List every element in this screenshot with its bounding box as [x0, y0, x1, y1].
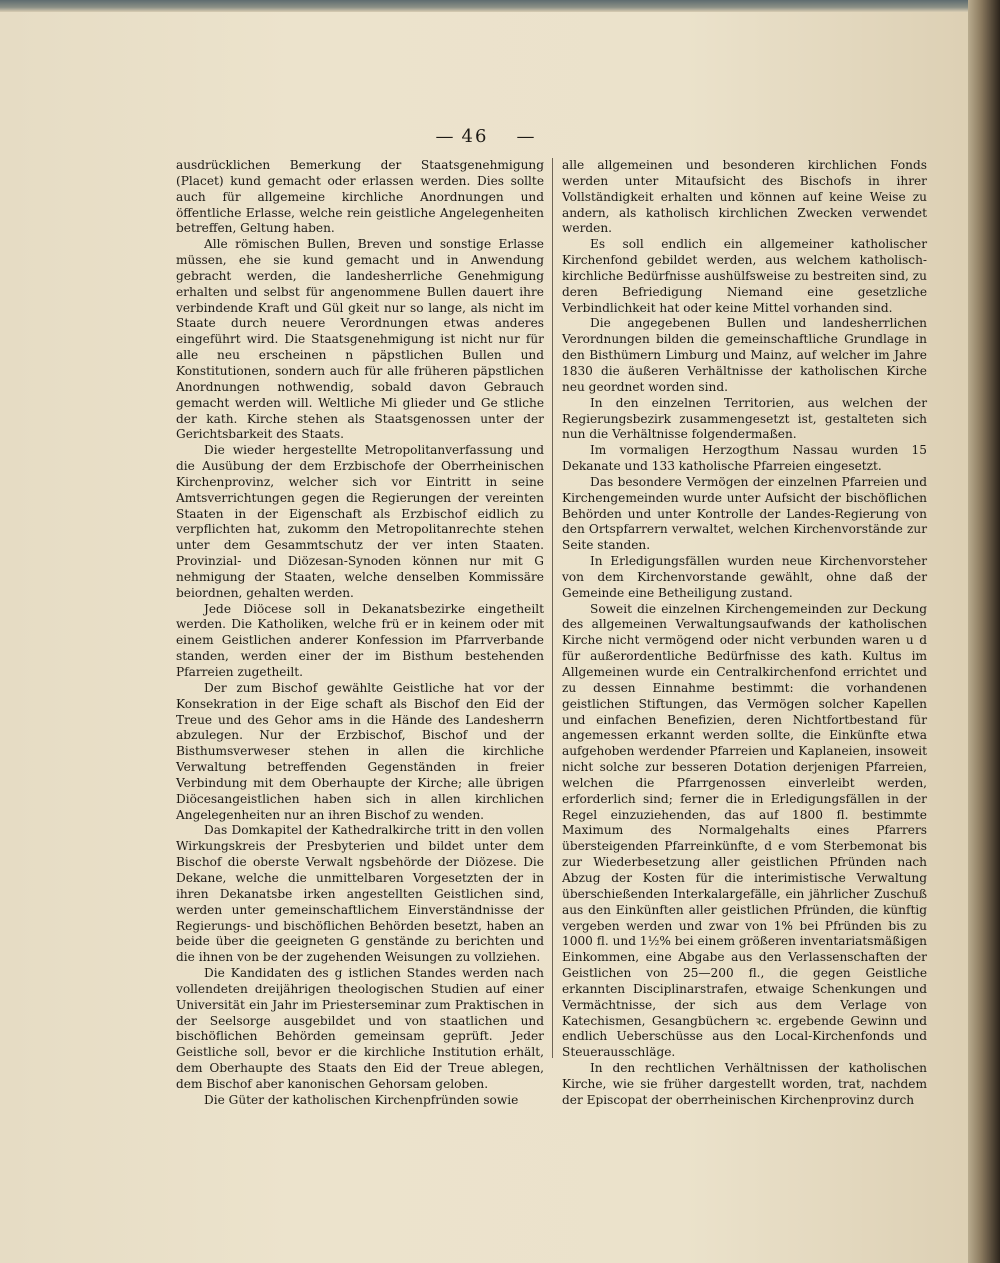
paragraph: Es soll endlich ein allgemeiner katholischer Kirchenfond gebildet werden, aus welchem katholisch-kirchliche Bedürfnisse aushülfsweise zu bestreiten sind, zu deren Befriedigung Niemand eine gesetzliche Verbindlichkeit hat oder keine Mittel vorhanden sind. — [562, 237, 927, 315]
column-divider — [552, 158, 553, 1058]
paragraph: Jede Diöcese soll in Dekanatsbezirke eingetheilt werden. Die Katholiken, welche frü er in keinem oder mit einem Geistlichen anderer Konfession im Pfarrverbande standen, werden einer der im Bisthum bestehenden Pfarreien zugetheilt. — [176, 601, 544, 679]
paragraph: In den rechtlichen Verhältnissen der katholischen Kirche, wie sie früher dargestellt worden, trat, nachdem der Episcopat der oberrheinischen Kirchenprovinz durch — [562, 1061, 927, 1107]
paragraph: Der zum Bischof gewählte Geistliche hat vor der Konsekration in der Eige schaft als Bischof den Eid der Treue und des Gehor ams in die Hände des Landesherrn abzulegen. Nur der Erzbischof, Bischof und der Bisthumsverweser stehen in allen die kirchliche Verwaltung betreffenden Gegenständen in freier Verbindung mit dem Oberhaupte der Kirche; alle übrigen Diöcesangeistlichen haben sich in allen kirchlichen Angelegenheiten nur an ihren Bischof zu wenden. — [176, 680, 544, 822]
book-edge — [968, 0, 1000, 1263]
paragraph: Die Kandidaten des g istlichen Standes werden nach vollendeten dreijährigen theologischen Studien auf einer Universität ein Jahr im Priesterseminar zum Praktischen in der Seelsorge ausgebildet und von staatlichen und bischöflichen Behörden gemeinsam geprüft. Jeder Geistliche soll, bevor er die kirchliche Institution erhält, dem Oberhaupte des Staats den Eid der Treue ablegen, dem Bischof aber kanonischen Gehorsam geloben. — [176, 966, 544, 1091]
dash-right: — — [516, 126, 537, 147]
paragraph: alle allgemeinen und besonderen kirchlichen Fonds werden unter Mitaufsicht des Bischofs in ihrer Vollständigkeit erhalten und können auf keine Weise zu andern, als katholisch kirchlichen Zwecken verwendet werden. — [562, 158, 927, 236]
paragraph: Alle römischen Bullen, Breven und sonstige Erlasse müssen, ehe sie kund gemacht und in Anwendung gebracht werden, die landesherrliche Genehmigung erhalten und selbst für angenommene Bullen dauert ihre verbindende Kraft und Gül gkeit nur so lange, als nicht im Staate durch neuere Verordnungen etwas anderes eingeführt wird. Die Staatsgenehmigung ist nicht nur für alle neu erscheinen n päpstlichen Bullen und Konstitutionen, sondern auch für alle früheren päpstlichen Anordnungen nothwendig, sobald davon Gebrauch gemacht werden will. Weltliche Mi glieder und Ge stliche der kath. Kirche stehen als Staatsgenossen unter der Gerichtsbarkeit des Staats. — [176, 237, 544, 442]
paragraph: Soweit die einzelnen Kirchengemeinden zur Deckung des allgemeinen Verwaltungsaufwands der katholischen Kirche nicht vermögend oder nicht verbunden waren u d für außerordentliche Bedürfnisse des kath. Kultus im Allgemeinen wurde ein Centralkirchenfond errichtet und zu dessen Einnahme bestimmt: die vorhandenen geistlichen Stiftungen, das Vermögen solcher Kapellen und einfachen Benefizien, deren Nichtfortbestand für angemessen erkannt werden sollte, die Einkünfte etwa aufgehoben werdender Pfarreien und Kaplaneien, insoweit nicht solche zur besseren Dotation derjenigen Pfarreien, welchen die Pfarrgenossen einverleibt werden, erforderlich sind; ferner die in Erledigungsfällen in der Regel einzuziehenden, das auf 1800 fl. bestimmte Maximum des Normalgehalts eines Pfarrers übersteigenden Pfarreinkünfte, d e vom Sterbemonat bis zur Wiederbesetzung aller geistlichen Pfründen nach Abzug der Kosten für die interimistische Verwaltung überschießenden Interkalargefälle, ein jährlicher Zuschuß aus den Einkünften aller geistlichen Pfründen, die künftig vergeben werden und zwar von 1% bei Pfründen bis zu 1000 fl. und 1½% bei einem größeren inventariatsmäßigen Einkommen, eine Abgabe aus den Verlassenschaften der Geistlichen von 25—200 fl., die gegen Geistliche erkannten Disciplinarstrafen, etwaige Schenkungen und Vermächtnisse, der sich aus dem Verlage von Katechismen, Gesangbüchern ꝛc. ergebende Gewinn und endlich Ueberschüsse aus den Local-Kirchenfonds und Steuerausschläge. — [562, 601, 927, 1060]
paragraph: Im vormaligen Herzogthum Nassau wurden 15 Dekanate und 133 katholische Pfarreien eingesetzt. — [562, 443, 927, 474]
paragraph: In Erledigungsfällen wurden neue Kirchenvorsteher von dem Kirchenvorstande gewählt, ohne daß der Gemeinde eine Betheiligung zustand. — [562, 554, 927, 600]
left-column — [176, 158, 544, 1107]
top-edge — [0, 0, 980, 12]
page-number: 46 — [461, 126, 489, 147]
paragraph: Das Domkapitel der Kathedralkirche tritt in den vollen Wirkungskreis der Presbyterien und bildet unter dem Bischof die oberste Verwalt ngsbehörde der Diözese. Die Dekane, welche die unmittelbaren Vorgesetzten der in ihren Dekanatsbe irken angestellten Geistlichen sind, werden unter gemeinschaftlichem Einverständnisse der Regierungs- und bischöflichen Behörden besetzt, haben an beide über die geeigneten G genstände zu berichten und die ihnen von be der zugehenden Weisungen zu vollziehen. — [176, 823, 544, 965]
paragraph: ausdrücklichen Bemerkung der Staatsgenehmigung (Placet) kund gemacht oder erlassen werden. Dies sollte auch für allgemeine kirchliche Anordnungen und öffentliche Erlasse, welche rein geistliche Angelegenheiten betreffen, Geltung haben. — [176, 158, 544, 236]
right-column — [562, 158, 927, 1107]
paragraph: Die Güter der katholischen Kirchenpfründen sowie — [204, 1092, 519, 1107]
paragraph: In den einzelnen Territorien, aus welchen der Regierungsbezirk zusammengesetzt ist, gestalteten sich nun die Verhältnisse folgendermaßen. — [562, 395, 927, 442]
dash-left: — — [435, 126, 456, 147]
paragraph: Die wieder hergestellte Metropolitanverfassung und die Ausübung der dem Erzbischofe der Oberrheinischen Kirchenprovinz, welcher sich vor Eintritt in seine Amtsverrichtungen gegen die Regierungen der vereinten Staaten in der Eigenschaft als Erzbischof eidlich zu verpflichten hat, zukomm den Metropolitanrechte stehen unter dem Gesammtschutz der ver inten Staaten. Provinzial- und Diözesan-Synoden können nur mit G nehmigung der Staaten, welche denselben Kommissäre beiordnen, gehalten werden. — [176, 443, 544, 600]
paragraph: Die angegebenen Bullen und landesherrlichen Verordnungen bilden die gemeinschaftliche Grundlage in den Bisthümern Limburg und Mainz, auf welcher im Jahre 1830 die äußeren Verhältnisse der katholischen Kirche neu geordnet worden sind. — [562, 316, 927, 394]
page-header — [0, 126, 980, 147]
paragraph: Das besondere Vermögen der einzelnen Pfarreien und Kirchengemeinden wurde unter Aufsicht der bischöflichen Behörden und unter Kontrolle der Landes-Regierung von den Ortspfarrern verwaltet, welchen Kirchenvorstände zur Seite standen. — [562, 474, 927, 553]
